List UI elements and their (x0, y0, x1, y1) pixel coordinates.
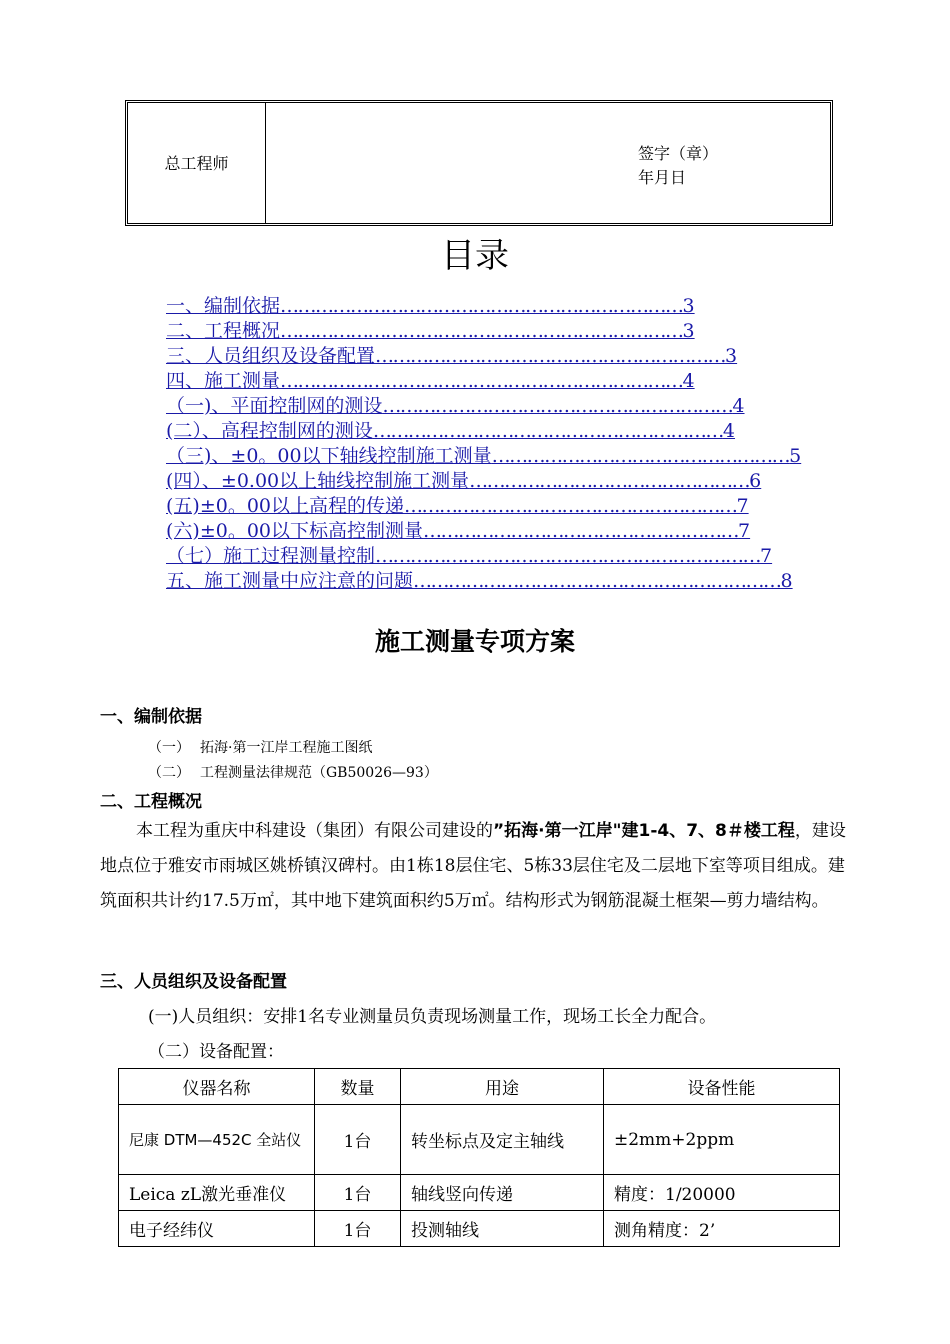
role-label: 总工程师 (164, 154, 229, 173)
document-title: 施工测量专项方案 (374, 627, 575, 656)
table-row (119, 1105, 840, 1175)
list-item: （一） 拓海·第一江岸工程施工图纸 (148, 740, 373, 756)
table-cell: 电子经纬仪 (119, 1211, 315, 1247)
toc-link[interactable]: (六)±0。00以下标高控制测量………………………………………………7 (166, 520, 751, 542)
toc-link[interactable]: (五)±0。00以上高程的传递…………………………………………………7 (166, 495, 749, 517)
table-cell: 尼康 DTM—452C 全站仪 (119, 1105, 315, 1175)
table-cell: 投测轴线 (401, 1211, 604, 1247)
table-cell: 轴线竖向传递 (401, 1175, 604, 1211)
equipment-label: （二）设备配置： (148, 1042, 284, 1062)
toc-link[interactable]: 五、施工测量中应注意的问题………………………………………………………8 (166, 570, 793, 592)
table-row (119, 1069, 840, 1105)
table-cell: 1台 (315, 1175, 401, 1211)
table-row (119, 1175, 840, 1211)
equipment-table (118, 1068, 840, 1247)
date-label: 年月日 (638, 168, 687, 187)
toc-link[interactable]: （七）施工过程测量控制…………………………………………………………7 (166, 545, 773, 567)
section-heading: 一、编制依据 (100, 707, 202, 727)
toc-link[interactable]: 一、编制依据……………………………………………………………3 (166, 295, 695, 317)
toc-link[interactable]: （三)、±0。00以下轴线控制施工测量……………………………………………5 (166, 445, 802, 467)
signature-table (125, 100, 833, 226)
table-cell: 测角精度：2’ (604, 1211, 840, 1247)
table-cell: ±2mm+2ppm (604, 1105, 840, 1175)
section-heading: 三、人员组织及设备配置 (100, 972, 287, 992)
table-cell: 转坐标点及定主轴线 (401, 1105, 604, 1175)
table-divider (265, 103, 266, 223)
table-cell: 1台 (315, 1105, 401, 1175)
toc-link[interactable]: （一)、平面控制网的测设……………………………………………………4 (166, 395, 745, 417)
overview-paragraph: 本工程为重庆中科建设（集团）有限公司建设的”拓海·第一江岸"建1-4、7、8＃楼工程，建设地点位于雅安市雨城区姚桥镇汉碑村。由1栋18层住宅、5栋33层住宅及二层地下室等项目组成。建筑面积共计约17.5万㎡，其中地下建筑面积约5万㎡。结构形式为钢筋混凝土框架—剪力墙结构。 (100, 821, 846, 911)
sign-label: 签字（章） (638, 144, 719, 163)
toc-link[interactable]: 三、人员组织及设备配置……………………………………………………3 (166, 345, 738, 367)
table-row (119, 1211, 840, 1247)
table-cell: Leica zL激光垂准仪 (119, 1175, 315, 1211)
table-of-contents (166, 294, 801, 594)
toc-link[interactable]: (四）、±0.00以上轴线控制施工测量…………………………………………6 (166, 470, 762, 492)
toc-link[interactable]: 四、施工测量……………………………………………………………4 (166, 370, 695, 392)
table-header: 仪器名称 (119, 1069, 315, 1105)
section-heading: 二、工程概况 (100, 792, 202, 812)
personnel-text: (一)人员组织：安排1名专业测量员负责现场测量工作，现场工长全力配合。 (148, 1007, 717, 1027)
toc-title: 目录 (441, 236, 509, 276)
table-header: 用途 (401, 1069, 604, 1105)
table-header: 设备性能 (604, 1069, 840, 1105)
list-item: （二） 工程测量法律规范（GB50026—93） (148, 765, 438, 781)
toc-link[interactable]: (二）、高程控制网的测设……………………………………………………4 (166, 420, 736, 442)
toc-link[interactable]: 二、工程概况……………………………………………………………3 (166, 320, 695, 342)
table-cell: 精度：1/20000 (604, 1175, 840, 1211)
table-cell: 1台 (315, 1211, 401, 1247)
table-header: 数量 (315, 1069, 401, 1105)
